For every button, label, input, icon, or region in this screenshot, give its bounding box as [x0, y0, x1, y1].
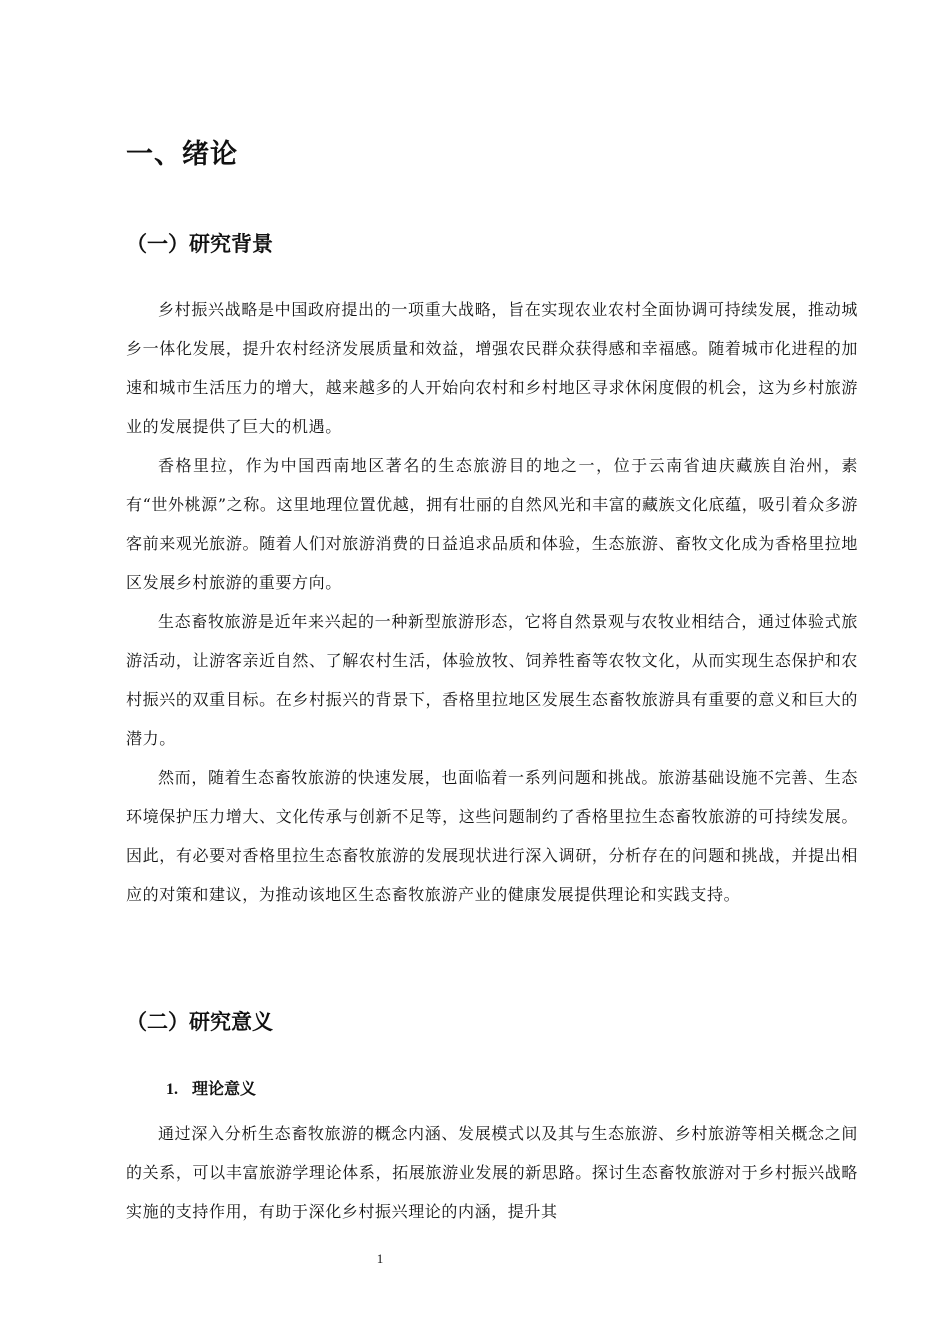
page-number: 1: [376, 1251, 384, 1266]
paragraph: 通过深入分析生态畜牧旅游的概念内涵、发展模式以及其与生态旅游、乡村旅游等相关概念之间的关系，可以丰富旅游学理论体系，拓展旅游业发展的新思路。探讨生态畜牧旅游对于乡村振兴战略实施的支持作用，有助于深化乡村振兴理论的内涵，提升其: [126, 1124, 858, 1221]
paragraph: 然而，随着生态畜牧旅游的快速发展，也面临着一系列问题和挑战。旅游基础设施不完善、生态环境保护压力增大、文化传承与创新不足等，这些问题制约了香格里拉生态畜牧旅游的可持续发展。因此，有必要对香格里拉生态畜牧旅游的发展现状进行深入调研，分析存在的问题和挑战，并提出相应的对策和建议，为推动该地区生态畜牧旅游产业的健康发展提供理论和实践支持。: [126, 768, 858, 904]
paragraph: 香格里拉，作为中国西南地区著名的生态旅游目的地之一，位于云南省迪庆藏族自治州，素有“世外桃源”之称。这里地理位置优越，拥有壮丽的自然风光和丰富的藏族文化底蕴，吸引着众多游客前来观光旅游。随着人们对旅游消费的日益追求品质和体验，生态旅游、畜牧文化成为香格里拉地区发展乡村旅游的重要方向。: [126, 456, 858, 592]
paragraph: 生态畜牧旅游是近年来兴起的一种新型旅游形态，它将自然景观与农牧业相结合，通过体验式旅游活动，让游客亲近自然、了解农村生活，体验放牧、饲养牲畜等农牧文化，从而实现生态保护和农村振兴的双重目标。在乡村振兴的背景下，香格里拉地区发展生态畜牧旅游具有重要的意义和巨大的潜力。: [126, 612, 858, 748]
section-title-significance: （二）研究意义: [126, 1010, 273, 1034]
subsection-title-theory: [166, 1076, 256, 1099]
subsection-number: 1.: [166, 1081, 178, 1098]
paragraph: 乡村振兴战略是中国政府提出的一项重大战略，旨在实现农业农村全面协调可持续发展，推动城乡一体化发展，提升农村经济发展质量和效益，增强农民群众获得感和幸福感。随着城市化进程的加速和城市生活压力的增大，越来越多的人开始向农村和乡村地区寻求休闲度假的机会，这为乡村旅游业的发展提供了巨大的机遇。: [126, 300, 858, 436]
subsection-label: 理论意义: [192, 1079, 257, 1098]
section-title-background: （一）研究背景: [126, 232, 273, 256]
chapter-title: 一、绪论: [126, 139, 238, 170]
